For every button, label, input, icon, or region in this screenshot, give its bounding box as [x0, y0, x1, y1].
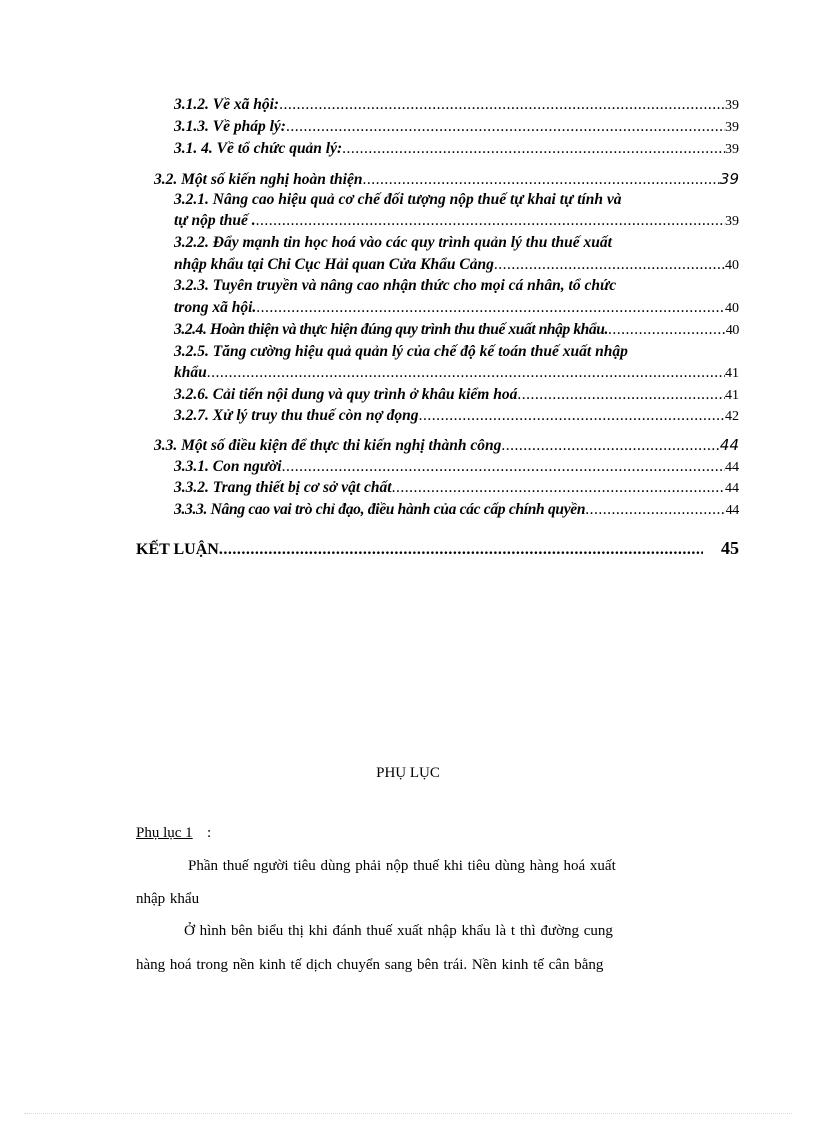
toc-label: 3.1.2. Về xã hội: [174, 96, 280, 113]
toc-page-number: 40 [725, 258, 739, 273]
toc-label: 3.2.7. Xử lý truy thu thuế còn nợ đọng [174, 407, 419, 424]
toc-page-number: 41 [725, 388, 739, 403]
toc-label: 3.2.4. Hoàn thiện và thực hiện đúng quy trình thu thuế xuất nhập khẩu. [174, 321, 608, 338]
leader-dots [207, 363, 725, 383]
toc-section-3-3[interactable] [154, 435, 739, 456]
toc-item-3-2-1-line1: 3.2.1. Nâng cao hiệu quả cơ chế đối tượng nộp thuế tự khai tự tính và [174, 191, 622, 208]
toc-page-number: 39 [719, 170, 739, 188]
leader-dots [256, 211, 725, 231]
toc-item-3-3-2[interactable] [174, 478, 739, 499]
toc-page-number: 39 [725, 142, 739, 157]
toc-label: 3.3. Một số điều kiện để thực thi kiến nghị thành công [154, 437, 502, 454]
leader-dots [362, 170, 719, 190]
toc-item-3-2-5-line1: 3.2.5. Tăng cường hiệu quả quản lý của chế độ kế toán thuế xuất nhập [174, 343, 628, 360]
toc-item-3-3-1[interactable] [174, 457, 739, 478]
toc-label: tự nộp thuế . [174, 212, 256, 229]
toc-page-number: 42 [725, 409, 739, 424]
toc-item-3-2-6[interactable] [174, 385, 739, 406]
toc-label: 3.3.2. Trang thiết bị cơ sở vật chất [174, 479, 392, 496]
leader-dots [392, 478, 725, 498]
leader-dots [279, 95, 725, 115]
toc-item-3-2-1[interactable] [174, 211, 739, 232]
toc-item-3-2-2[interactable] [174, 255, 739, 276]
toc-item-3-1-4[interactable] [174, 139, 739, 160]
toc-label: KẾT LUẬN [136, 541, 219, 558]
paragraph-line: Phần thuế người tiêu dùng phải nộp thuế khi tiêu dùng hàng hoá xuất [188, 858, 616, 874]
toc-item-3-3-3[interactable] [174, 500, 739, 521]
toc-item-3-2-5[interactable] [174, 363, 739, 384]
leader-dots [585, 500, 725, 520]
toc-item-3-2-7[interactable] [174, 406, 739, 427]
leader-dots [419, 406, 725, 426]
toc-page-number: 39 [725, 120, 739, 135]
toc-item-3-2-3[interactable] [174, 298, 739, 319]
paragraph-line: nhập khẩu [136, 891, 200, 907]
leader-dots [608, 320, 726, 340]
leader-dots [219, 540, 703, 560]
toc-label: 3.1.3. Về pháp lý: [174, 118, 286, 135]
page-bottom-border [24, 1113, 792, 1114]
toc-label: khẩu [174, 364, 207, 381]
toc-page-number: 44 [725, 503, 739, 518]
appendix-label: Phụ lục 1 [136, 825, 193, 841]
leader-dots [494, 255, 725, 275]
toc-page-number: 40 [725, 323, 739, 338]
toc-label: 3.2.6. Cải tiến nội dung và quy trình ở khâu kiểm hoá [174, 386, 518, 403]
toc-page-number: 44 [725, 460, 739, 475]
toc-conclusion[interactable] [136, 538, 739, 560]
toc-item-3-1-2[interactable] [174, 95, 739, 116]
leader-dots [342, 139, 725, 159]
toc-page-number: 41 [725, 366, 739, 381]
toc-item-3-2-2-line1: 3.2.2. Đẩy mạnh tin học hoá vào các quy trình quản lý thu thuế xuất [174, 234, 612, 251]
toc-page-number: 40 [725, 301, 739, 316]
toc-item-3-2-3-line1: 3.2.3. Tuyên truyền và nâng cao nhận thức cho mọi cá nhân, tổ chức [174, 277, 617, 294]
toc-section-3-2[interactable] [154, 169, 739, 190]
paragraph-line: hàng hoá trong nền kinh tế dịch chuyển sang bên trái. Nền kinh tế cân bằng [136, 957, 604, 973]
toc-page-number: 39 [725, 214, 739, 229]
toc-label: nhập khẩu tại Chi Cục Hải quan Cửa Khẩu Cảng [174, 256, 494, 273]
leader-dots [282, 457, 725, 477]
appendix-title: PHỤ LỤC [376, 765, 440, 781]
toc-page-number: 45 [721, 538, 739, 558]
toc-label: 3.3.3. Nâng cao vai trò chỉ đạo, điều hành của các cấp chính quyền [174, 501, 586, 518]
toc-item-3-2-4[interactable] [174, 320, 739, 341]
toc-item-3-1-3[interactable] [174, 117, 739, 138]
toc-label: 3.3.1. Con người [174, 458, 282, 475]
toc-page-number: 44 [725, 481, 739, 496]
toc-page-number: 39 [725, 98, 739, 113]
paragraph-line: Ở hình bên biểu thị khi đánh thuế xuất nhập khẩu là t thì đường cung [184, 923, 613, 939]
leader-dots [256, 298, 725, 318]
toc-label: 3.2. Một số kiến nghị hoàn thiện [154, 171, 363, 188]
leader-dots [517, 385, 725, 405]
appendix-label-colon: : [207, 825, 212, 841]
leader-dots [286, 117, 725, 137]
toc-label: trong xã hội. [174, 299, 257, 316]
toc-label: 3.1. 4. Về tổ chức quản lý: [174, 140, 343, 157]
toc-page-number: 44 [719, 436, 739, 454]
leader-dots [501, 436, 720, 456]
